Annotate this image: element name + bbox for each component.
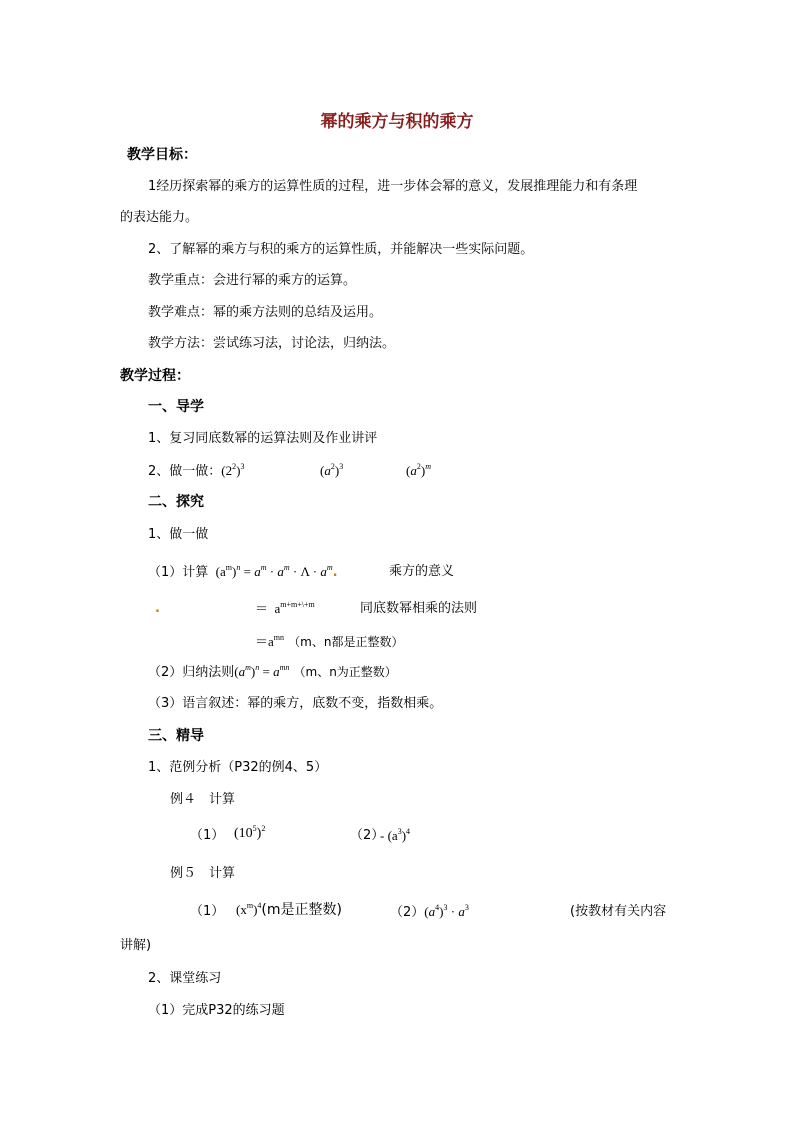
goal-1-line-1: 1经历探索幂的乘方的运算性质的过程，进一步体会幂的意义，发展推理能力和有条理 <box>148 179 638 194</box>
section-2-heading: 二、探究 <box>148 494 204 510</box>
class-practice: 2、课堂练习 <box>148 971 222 986</box>
product-exponent-expr: $=a^{mn}$ <box>255 633 285 649</box>
section-3-heading: 三、精导 <box>148 728 204 744</box>
product-exponent-row <box>255 633 403 652</box>
example-5-heading: 例５ 计算 <box>170 866 236 881</box>
verbal-statement: （3）语言叙述：幂的乘方，底数不变，指数相乘。 <box>148 696 443 711</box>
goal-2: 2、了解幂的乘方与积的乘方的运算性质，并能解决一些实际问题。 <box>148 242 534 257</box>
practice-item-1: （1）完成P32的练习题 <box>148 1003 285 1018</box>
ex5-item-1-label: （1） <box>190 904 225 919</box>
expr-a-squared-cubed: $(a^2)^3$ <box>320 462 344 478</box>
expr-a-squared-m: $(a^2)^m$ <box>406 462 431 478</box>
marker-dot: . <box>332 565 338 580</box>
section-2-item-1: 1、做一做 <box>148 527 209 542</box>
ex5-item-2-row <box>390 903 469 922</box>
ex5-item-1-expr-row <box>236 901 342 919</box>
sum-exponent-expr: ＝ $a^{m+m+\backslash+m}$ <box>255 600 315 616</box>
ex4-item-1-label: （1） <box>190 828 225 843</box>
explain-note-1: (按教材有关内容 <box>570 904 667 919</box>
calc-label: （1）计算 <box>148 565 209 580</box>
expr-a4-cubed-times-a3: $(a^4)^3 \cdot a^3$ <box>424 903 469 919</box>
condition-2: （m、n为正整数） <box>293 665 397 679</box>
section-1-heading: 一、导学 <box>148 399 204 415</box>
expr-10-power-5-squared: $(10^5)^2$ <box>234 824 266 841</box>
key-point: 教学重点：会进行幂的乘方的运算。 <box>148 273 357 288</box>
expr-neg-a-cubed-4th: - $(a^3)^4$ <box>380 827 411 843</box>
method: 教学方法：尝试练习法，讨论法，归纳法。 <box>148 336 396 351</box>
expr-2-squared-cubed: $(2^2)^3$ <box>221 462 245 478</box>
ex5-item-2-label: （2） <box>390 905 425 920</box>
goal-1-line-2: 的表达能力。 <box>120 210 199 225</box>
expr-x-m-4th: $(x^m)^4$ <box>236 901 262 917</box>
goals-heading: 教学目标： <box>127 147 197 163</box>
explain-note-2: 讲解) <box>120 938 152 953</box>
ex5-item-1-note: (m是正整数) <box>261 902 342 918</box>
condition-1: （m、n都是正整数） <box>288 635 404 649</box>
document-title: 幂的乘方与积的乘方 <box>320 112 474 132</box>
same-base-rule-note: 同底数幂相乘的法则 <box>360 601 478 616</box>
induce-label: （2）归纳法则 <box>148 665 235 680</box>
marker-dot-2: . <box>155 601 160 616</box>
section-1-item-2 <box>148 462 244 481</box>
ex4-item-2-label: （2） <box>350 828 385 843</box>
example-analysis: 1、范例分析（P32的例4、5） <box>148 760 328 775</box>
process-heading: 教学过程： <box>120 368 190 384</box>
section-1-item-1: 1、复习同底数幂的运算法则及作业讲评 <box>148 431 378 446</box>
difficulty: 教学难点：幂的乘方法则的总结及运用。 <box>148 305 383 320</box>
try-label: 2、做一做： <box>148 464 222 479</box>
example-4-heading: 例４ 计算 <box>170 792 236 807</box>
power-expansion-expr: $(a^m)^n = a^m \cdot a^m \cdot \Lambda \cdot a^m$ <box>212 563 333 579</box>
meaning-note: 乘方的意义 <box>389 564 455 579</box>
power-rule-expr: $(a^m)^n = a^{mn}$ <box>234 663 290 679</box>
calc-row <box>148 563 338 582</box>
induce-rule-row <box>148 663 397 682</box>
